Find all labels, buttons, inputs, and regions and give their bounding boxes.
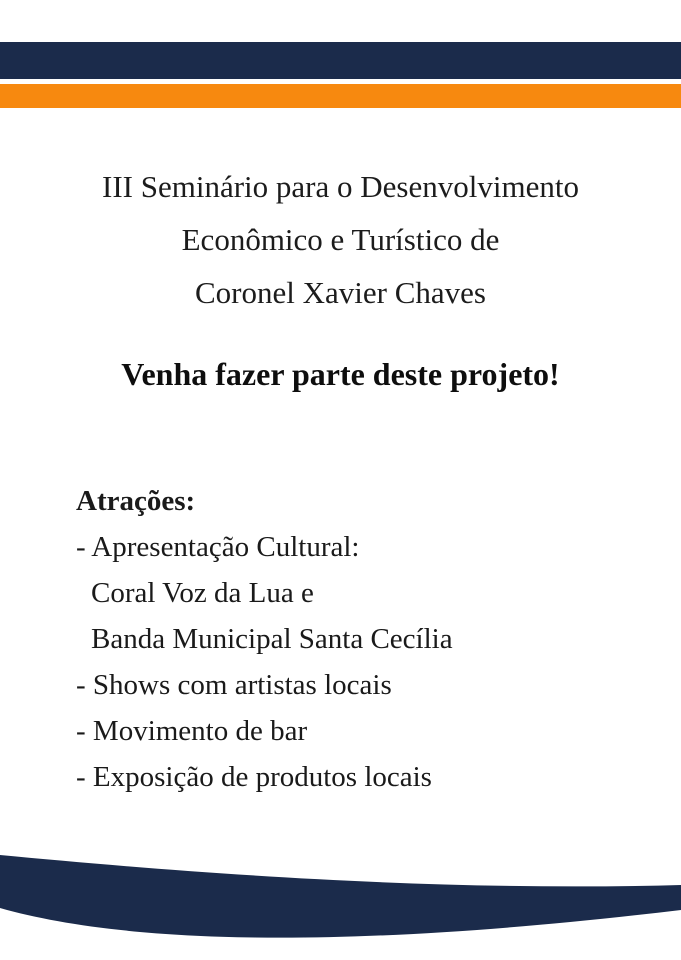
header-orange-band bbox=[0, 84, 681, 108]
attraction-subitem: Coral Voz da Lua e bbox=[91, 577, 314, 609]
event-title-line-3: Coronel Xavier Chaves bbox=[195, 275, 486, 310]
attraction-item: - Apresentação Cultural: bbox=[76, 531, 360, 563]
footer-swoosh bbox=[0, 830, 681, 960]
attractions-list bbox=[76, 478, 666, 800]
event-title bbox=[0, 160, 681, 319]
attraction-item: - Exposição de produtos locais bbox=[76, 761, 432, 793]
event-title-line-1: III Seminário para o Desenvolvimento bbox=[102, 169, 579, 204]
event-title-line-2: Econômico e Turístico de bbox=[181, 222, 500, 257]
attraction-subitem: Banda Municipal Santa Cecília bbox=[91, 623, 453, 655]
attraction-item: - Shows com artistas locais bbox=[76, 669, 392, 701]
tagline: Venha fazer parte deste projeto! bbox=[121, 356, 560, 392]
header-navy-band bbox=[0, 42, 681, 79]
attractions-heading: Atrações: bbox=[76, 485, 196, 517]
attraction-item: - Movimento de bar bbox=[76, 715, 308, 747]
